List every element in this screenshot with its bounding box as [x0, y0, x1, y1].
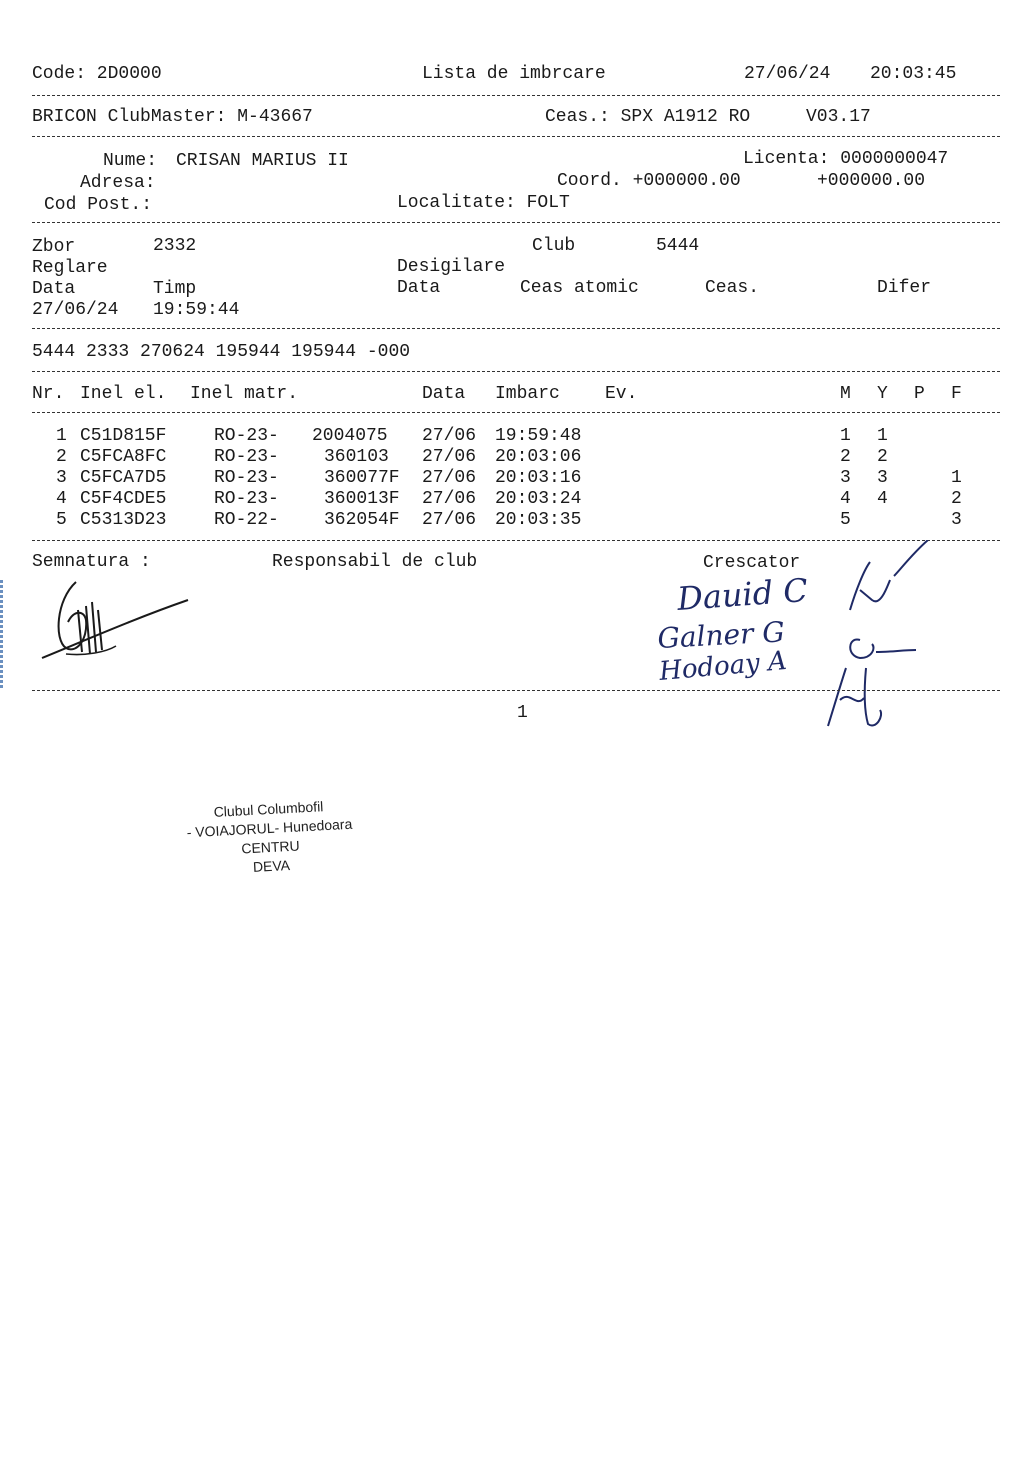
cell-nr: 4: [56, 489, 67, 509]
clock-id: Ceas.: SPX A1912 RO: [545, 107, 751, 127]
summary-line: 5444 2333 270624 195944 195944 -000: [32, 342, 411, 362]
setting-label: Reglare: [32, 258, 108, 278]
club-responsible-label: Responsabil de club: [272, 552, 478, 572]
address-label: Adresa:: [80, 173, 156, 193]
handwritten-signatures: [650, 540, 940, 740]
cell-nr: 3: [56, 468, 67, 488]
cell-inel-el: C5FCA8FC: [80, 447, 167, 467]
atomic-clock-label: Ceas atomic: [520, 278, 639, 298]
stamp-line: - VOIAJORUL- Hunedoara: [186, 815, 353, 841]
unsealing-label: Desigilare: [397, 257, 506, 277]
handwritten-name: Hodoay A: [657, 645, 788, 687]
cell-nr: 2: [56, 447, 67, 467]
cell-matr: 2004075: [312, 426, 388, 446]
cell-imbarc: 20:03:24: [495, 489, 582, 509]
col-y: Y: [877, 384, 888, 404]
col-p: P: [914, 384, 925, 404]
cell-data: 27/06: [422, 489, 477, 509]
name-label: Nume:: [103, 151, 158, 171]
col-nr: Nr.: [32, 384, 65, 404]
header-date: 27/06/24: [744, 64, 831, 84]
cell-m: 2: [840, 447, 851, 467]
flight-value: 2332: [153, 236, 197, 256]
setting-date: 27/06/24: [32, 300, 119, 320]
cell-imbarc: 20:03:35: [495, 510, 582, 530]
cell-m: 3: [840, 468, 851, 488]
cell-y: 3: [877, 468, 888, 488]
page-number: 1: [517, 703, 528, 723]
club-value: 5444: [656, 236, 700, 256]
version: V03.17: [806, 107, 871, 127]
cell-inel-el: C5313D23: [80, 510, 167, 530]
cell-f: 3: [951, 510, 962, 530]
cell-inel-el: C5F4CDE5: [80, 489, 167, 509]
cell-nr: 1: [56, 426, 67, 446]
divider: [32, 371, 1000, 372]
divider: [32, 328, 1000, 329]
cell-imbarc: 20:03:06: [495, 447, 582, 467]
cell-data: 27/06: [422, 447, 477, 467]
cell-matr: 360013F: [324, 489, 400, 509]
club-label: Club: [532, 236, 576, 256]
cell-prefix: RO-23-: [214, 468, 279, 488]
cell-nr: 5: [56, 510, 67, 530]
coordinates-2: +000000.00: [817, 171, 926, 191]
cell-m: 1: [840, 426, 851, 446]
clubmaster-id: BRICON ClubMaster: M-43667: [32, 107, 313, 127]
club-stamp: [138, 793, 402, 883]
col-f: F: [951, 384, 962, 404]
setting-time: 19:59:44: [153, 300, 240, 320]
divider: [32, 222, 1000, 223]
stamp-line: CENTRU: [240, 837, 301, 857]
cell-matr: 362054F: [324, 510, 400, 530]
cell-f: 2: [951, 489, 962, 509]
col-m: M: [840, 384, 851, 404]
divider: [32, 690, 1000, 691]
cell-inel-el: C51D815F: [80, 426, 167, 446]
signature-image: [36, 570, 196, 670]
divider: [32, 95, 1000, 96]
handwritten-name: Galner G: [656, 615, 786, 655]
cell-f: 1: [951, 468, 962, 488]
cell-m: 5: [840, 510, 851, 530]
handwritten-name: Dauid C: [675, 570, 809, 618]
cell-inel-el: C5FCA7D5: [80, 468, 167, 488]
flight-label: Zbor: [32, 237, 76, 257]
cell-matr: 360103: [324, 447, 389, 467]
locality: Localitate: FOLT: [397, 193, 570, 213]
col-inel-el: Inel el.: [80, 384, 167, 404]
col-inel-matr: Inel matr.: [190, 384, 299, 404]
signature-label: Semnatura :: [32, 552, 151, 572]
postal-code-label: Cod Post.:: [44, 195, 153, 215]
cell-y: 1: [877, 426, 888, 446]
col-data: Data: [422, 384, 466, 404]
coordinates: Coord. +000000.00: [557, 171, 741, 191]
name-value: CRISAN MARIUS II: [176, 151, 349, 171]
setting-time-label: Timp: [153, 279, 197, 299]
cell-prefix: RO-23-: [214, 489, 279, 509]
divider: [32, 136, 1000, 137]
breeder-label: Crescator: [703, 553, 801, 573]
stamp-line: Clubul Columbofil: [213, 798, 324, 820]
cell-imbarc: 20:03:16: [495, 468, 582, 488]
cell-y: 4: [877, 489, 888, 509]
unsealing-date-label: Data: [397, 278, 441, 298]
divider: [32, 412, 1000, 413]
cell-prefix: RO-23-: [214, 426, 279, 446]
header-time: 20:03:45: [870, 64, 957, 84]
cell-y: 2: [877, 447, 888, 467]
code-label: Code: 2D0000: [32, 64, 162, 84]
cell-imbarc: 19:59:48: [495, 426, 582, 446]
cell-data: 27/06: [422, 426, 477, 446]
cell-matr: 360077F: [324, 468, 400, 488]
difference-label: Difer: [877, 278, 932, 298]
setting-date-label: Data: [32, 279, 76, 299]
cell-data: 27/06: [422, 510, 477, 530]
scan-edge-mark: [0, 580, 3, 690]
licence: Licenta: 0000000047: [743, 149, 949, 169]
stamp-line: DEVA: [252, 857, 291, 875]
cell-prefix: RO-22-: [214, 510, 279, 530]
col-ev: Ev.: [605, 384, 638, 404]
cell-data: 27/06: [422, 468, 477, 488]
cell-m: 4: [840, 489, 851, 509]
document-title: Lista de imbrcare: [422, 64, 606, 84]
clock-label: Ceas.: [705, 278, 760, 298]
col-imbarc: Imbarc: [495, 384, 560, 404]
cell-prefix: RO-23-: [214, 447, 279, 467]
